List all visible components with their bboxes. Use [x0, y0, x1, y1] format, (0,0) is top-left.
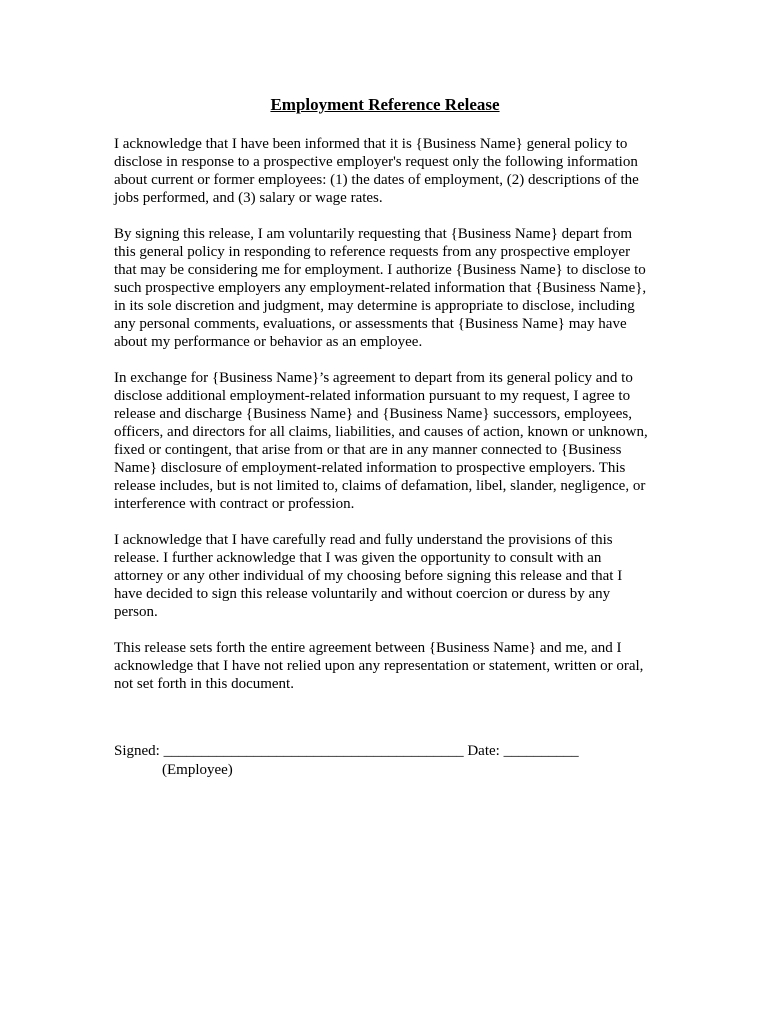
text-line: officers, and directors for all claims, liabilities, and causes of action, known or unknown,: [114, 424, 648, 440]
text-line: I acknowledge that I have carefully read and fully understand the provisions of this: [114, 532, 613, 548]
text-line: Name} disclosure of employment-related information to prospective employers. This: [114, 460, 626, 476]
text-line: that may be considering me for employment. I authorize {Business Name} to disclose to: [114, 262, 646, 278]
text-line: This release sets forth the entire agreement between {Business Name} and me, and I: [114, 640, 622, 656]
document-body: [114, 135, 659, 711]
text-line: interference with contract or profession.: [114, 496, 355, 512]
text-line: In exchange for {Business Name}’s agreement to depart from its general policy and to: [114, 370, 633, 386]
text-line: this general policy in responding to reference requests from any prospective employer: [114, 244, 631, 260]
document-title: Employment Reference Release: [270, 95, 500, 114]
text-line: about my performance or behavior as an employee.: [114, 334, 423, 350]
text-line: release and discharge {Business Name} and {Business Name} successors, employees,: [114, 406, 632, 422]
text-line: release includes, but is not limited to, claims of defamation, libel, slander, negligence, or: [114, 478, 646, 494]
text-line: such prospective employers any employment-related information that {Business Name},: [114, 280, 647, 296]
paragraph-release: [114, 369, 659, 513]
paragraph-request: [114, 225, 659, 351]
text-line: release. I further acknowledge that I was given the opportunity to consult with an: [114, 550, 602, 566]
text-line: disclose additional employment-related information pursuant to my request, I agree to: [114, 388, 631, 404]
paragraph-acknowledgement: [114, 531, 659, 621]
text-line: I acknowledge that I have been informed that it is {Business Name} general policy to: [114, 136, 628, 152]
text-line: person.: [114, 604, 158, 620]
paragraph-entire-agreement: [114, 639, 659, 693]
text-line: in its sole discretion and judgment, may determine is appropriate to disclose, including: [114, 298, 635, 314]
employee-label: (Employee): [162, 762, 233, 778]
text-line: fixed or contingent, that arise from or that are in any manner connected to {Business: [114, 442, 622, 458]
text-line: have decided to sign this release voluntarily and without coercion or duress by any: [114, 586, 611, 602]
text-line: jobs performed, and (3) salary or wage rates.: [114, 190, 383, 206]
text-line: about current or former employees: (1) the dates of employment, (2) descriptions of the: [114, 172, 639, 188]
text-line: any personal comments, evaluations, or assessments that {Business Name} may have: [114, 316, 627, 332]
text-line: disclose in response to a prospective employer's request only the following information: [114, 154, 638, 170]
paragraph-policy: [114, 135, 659, 207]
signature-line: Signed: ________________________________________ Date: __________: [114, 743, 579, 759]
text-line: not set forth in this document.: [114, 676, 294, 692]
text-line: acknowledge that I have not relied upon any representation or statement, written or oral,: [114, 658, 644, 674]
text-line: attorney or any other individual of my choosing before signing this release and that I: [114, 568, 623, 584]
text-line: By signing this release, I am voluntarily requesting that {Business Name} depart from: [114, 226, 633, 242]
